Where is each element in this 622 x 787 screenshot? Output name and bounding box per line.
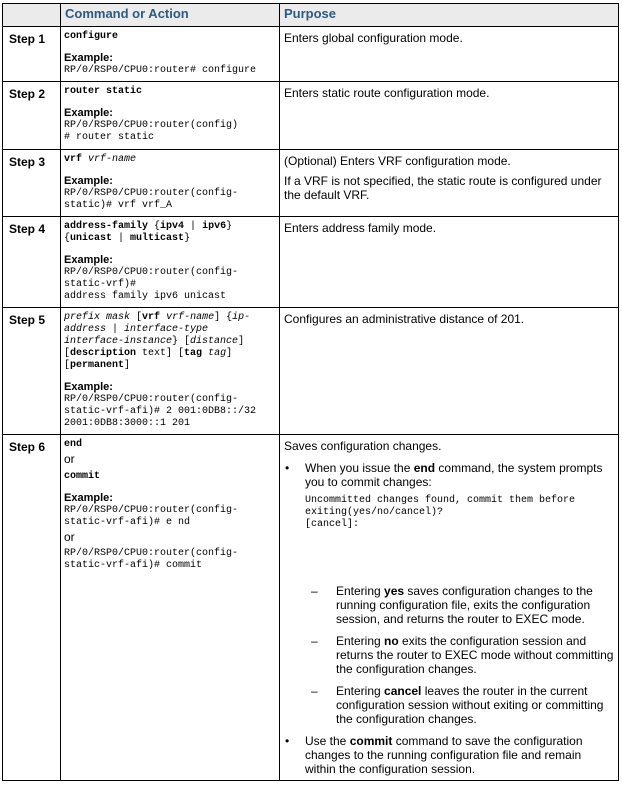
command-text: [64, 348, 276, 360]
command-argument: vrf-name: [88, 154, 137, 165]
example-code-line: static-vrf-afi)# 2 001:0DB8::/32: [64, 406, 257, 417]
example-label: Example:: [64, 107, 113, 119]
example-code-line: static)# vrf vrf_A: [64, 200, 173, 211]
table-header-row: [3, 4, 619, 27]
header-command: Command or Action: [61, 4, 280, 27]
command-cell: [61, 308, 280, 435]
bullet-item: [284, 461, 614, 726]
header-step: [3, 4, 61, 27]
example-code-line: RP/0/RSP0/CPU0:router(config-: [64, 505, 239, 516]
command-argument: interface-instance: [64, 336, 173, 347]
dash-keyword: no: [384, 634, 399, 648]
example-code-line: address family ipv6 unicast: [64, 291, 227, 302]
syntax-bracket: [: [64, 360, 71, 371]
purpose-note: If a VRF is not specified, the static route is configured under the default VRF.: [284, 174, 602, 202]
command-argument: distance: [190, 336, 239, 347]
example-code: RP/0/RSP0/CPU0:router# configure: [64, 65, 257, 76]
syntax-bracket: {: [148, 221, 161, 232]
example-code-line: RP/0/RSP0/CPU0:router(config-: [64, 188, 239, 199]
dash-text: Entering: [336, 584, 385, 598]
command-text: router static: [64, 86, 143, 97]
syntax-bracket: }: [226, 221, 233, 232]
example-code-line: static-vrf-afi)# commit: [64, 560, 203, 571]
command-text: [64, 324, 276, 336]
syntax-text: text] [: [136, 348, 185, 359]
example-code-line: RP/0/RSP0/CPU0:router(config): [64, 120, 239, 131]
example-code-line: RP/0/RSP0/CPU0:router(config-: [64, 548, 239, 559]
dash-keyword: yes: [384, 584, 405, 598]
command-cell: [61, 435, 280, 781]
purpose-cell: [280, 150, 619, 217]
step-label: Step 1: [3, 27, 61, 82]
dash-item: [284, 584, 614, 626]
command-argument: tag: [208, 348, 227, 359]
table-row: [3, 27, 619, 82]
procedure-table: [2, 3, 619, 781]
table-row: [3, 435, 619, 781]
purpose-cell: [280, 217, 619, 308]
command-keyword: vrf: [64, 154, 83, 165]
command-text: [64, 336, 276, 348]
command-keyword: unicast: [70, 233, 113, 244]
step-label: Step 5: [3, 308, 61, 435]
command-argument: ip-: [232, 312, 251, 323]
purpose-text: Configures an administrative distance of 201.: [284, 312, 525, 326]
example-code-line: RP/0/RSP0/CPU0:router(config-: [64, 394, 239, 405]
command-cell: [61, 150, 280, 217]
command-keyword: tag: [184, 348, 203, 359]
command-argument: vrf-name: [166, 312, 215, 323]
syntax-separator: |: [106, 324, 125, 335]
command-keyword: address-family: [64, 221, 149, 232]
syntax-bracket: [: [64, 348, 71, 359]
dash-mark: –: [311, 684, 318, 698]
command-keyword: vrf: [142, 312, 161, 323]
command-text: configure: [64, 31, 119, 42]
example-code-line: static-vrf-afi)# e nd: [64, 517, 191, 528]
command-keyword: ipv4: [160, 221, 185, 232]
dash-mark: –: [311, 634, 318, 648]
example-code-line: RP/0/RSP0/CPU0:router(config-: [64, 267, 239, 278]
command-text: commit: [64, 471, 101, 482]
bullet-keyword: end: [413, 461, 436, 475]
example-label: Example:: [64, 254, 113, 266]
dash-item: [284, 684, 614, 726]
example-label: Example:: [64, 492, 113, 504]
example-code-line: # router static: [64, 132, 155, 143]
bullet-text: Use the: [305, 734, 350, 748]
purpose-text: Enters address family mode.: [284, 221, 437, 235]
dash-text: Entering: [336, 684, 385, 698]
header-purpose: Purpose: [280, 4, 619, 27]
example-label: Example:: [64, 52, 113, 64]
prompt-code-block: Uncommitted changes found, commit them before exiting(yes/no/cancel)? [cancel]:: [305, 495, 576, 530]
syntax-bracket: [: [130, 312, 143, 323]
dash-item: [284, 634, 614, 676]
dash-mark: –: [311, 584, 318, 598]
step-label: Step 3: [3, 150, 61, 217]
or-separator: or: [64, 530, 75, 544]
command-text: [64, 154, 276, 166]
syntax-bracket: ] {: [214, 312, 233, 323]
dash-text: leaves the router in the current configuration session without exiting or committing the configuration changes.: [336, 684, 604, 726]
table-row: [3, 150, 619, 217]
table-row: [3, 82, 619, 150]
purpose-text: (Optional) Enters VRF configuration mode.: [284, 154, 511, 168]
syntax-bracket: }: [184, 233, 191, 244]
dash-keyword: cancel: [384, 684, 422, 698]
example-label: Example:: [64, 381, 113, 393]
syntax-bracket: {: [64, 233, 71, 244]
syntax-bracket: ]: [238, 336, 245, 347]
dash-text: Entering: [336, 634, 385, 648]
command-keyword: permanent: [70, 360, 125, 371]
purpose-cell: [280, 308, 619, 435]
syntax-separator: |: [112, 233, 131, 244]
syntax-bracket: ]: [124, 360, 131, 371]
purpose-cell: [280, 435, 619, 781]
example-code-line: static-vrf)#: [64, 279, 137, 290]
command-keyword: description: [70, 348, 137, 359]
command-text: [64, 233, 276, 245]
purpose-text: Enters static route configuration mode.: [284, 86, 490, 100]
command-text: [64, 312, 276, 324]
command-cell: [61, 27, 280, 82]
purpose-text: Saves configuration changes.: [284, 439, 442, 453]
command-argument: address: [64, 324, 107, 335]
or-separator: or: [64, 452, 75, 466]
bullet-keyword: commit: [349, 734, 393, 748]
command-text: [64, 221, 276, 233]
syntax-separator: |: [184, 221, 203, 232]
command-argument: interface-type: [124, 324, 209, 335]
syntax-bracket: } [: [172, 336, 191, 347]
bullet-text: command, the system prompts you to commit changes:: [305, 461, 603, 489]
purpose-cell: [280, 27, 619, 82]
command-cell: [61, 82, 280, 150]
command-argument: prefix mask: [64, 312, 131, 323]
bullet-text: command to save the configuration changes to the running configuration file and remain within the configuration session.: [305, 734, 583, 776]
command-text: end: [64, 439, 83, 450]
bullet-item: [284, 734, 614, 776]
example-label: Example:: [64, 175, 113, 187]
dash-text: exits the configuration session and returns the router to EXEC mode without committing the configuration changes.: [336, 634, 614, 676]
command-keyword: ipv6: [202, 221, 227, 232]
step-label: Step 4: [3, 217, 61, 308]
bullet-mark: •: [285, 461, 290, 475]
step-label: Step 2: [3, 82, 61, 150]
command-text: [64, 360, 276, 372]
table-row: [3, 217, 619, 308]
command-cell: [61, 217, 280, 308]
command-keyword: multicast: [130, 233, 185, 244]
table-row: [3, 308, 619, 435]
example-code-line: 2001:0DB8:3000::1 201: [64, 418, 191, 429]
bullet-text: When you issue the: [305, 461, 414, 475]
step-label: Step 6: [3, 435, 61, 781]
dash-text: saves configuration changes to the running configuration file, exits the configuration session, and returns the router to EXEC mode.: [336, 584, 593, 626]
purpose-text: Enters global configuration mode.: [284, 31, 463, 45]
purpose-cell: [280, 82, 619, 150]
bullet-mark: •: [285, 734, 290, 748]
syntax-bracket: ]: [226, 348, 233, 359]
